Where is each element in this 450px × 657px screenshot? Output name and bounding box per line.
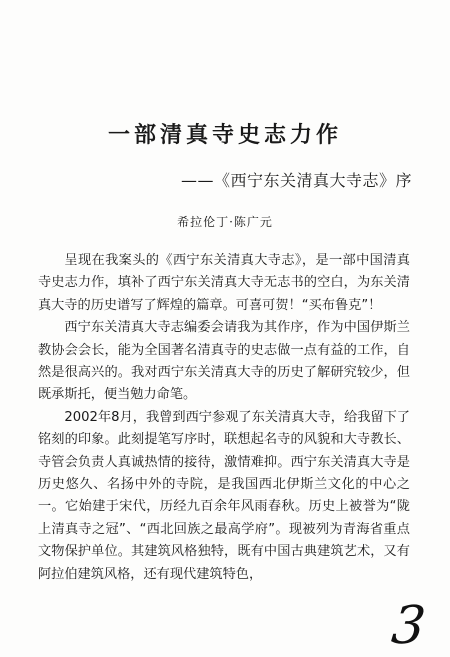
chapter-title: 一部清真寺史志力作 bbox=[107, 122, 342, 148]
page-number: 3 bbox=[388, 596, 429, 656]
author-line: 希拉伦丁·陈广元 bbox=[177, 215, 273, 229]
paragraph: 呈现在我案头的《西宁东关清真大寺志》，是一部中国清真寺史志力作，填补了西宁东关清真大寺无志书的空白，为东关清真大寺的历史谱写了辉煌的篇章。可喜可贺！“买布鲁克”！ bbox=[38, 253, 410, 313]
chapter-subtitle: ——《西宁东关清真大寺志》序 bbox=[180, 171, 412, 190]
body-text bbox=[38, 250, 410, 586]
paragraph: 西宁东关清真大寺志编委会请我为其作序，作为中国伊斯兰教协会会长，能为全国著名清真寺的史志做一点有益的工作，自然是很高兴的。我对西宁东关清真大寺的历史了解研究较少，但既承斯托，便当勉力命笔。 bbox=[38, 320, 410, 403]
paragraph: 2002年8月，我曾到西宁参观了东关清真大寺，给我留下了铭刻的印象。此刻提笔写序时，联想起名寺的风貌和大寺教长、寺管会负责人真诚热情的接待，激情难抑。西宁东关清真大寺是历史悠久、名扬中外的寺院，是我国西北伊斯兰文化的中心之一。它始建于宋代，历经九百余年风雨春秋。历史上被誉为“陇上清真寺之冠”、“西北回族之最高学府”。现被列为青海省重点文物保护单位。其建筑风格独特，既有中国古典建筑艺术，又有阿拉伯建筑风格，还有现代建筑特色， bbox=[38, 409, 410, 582]
